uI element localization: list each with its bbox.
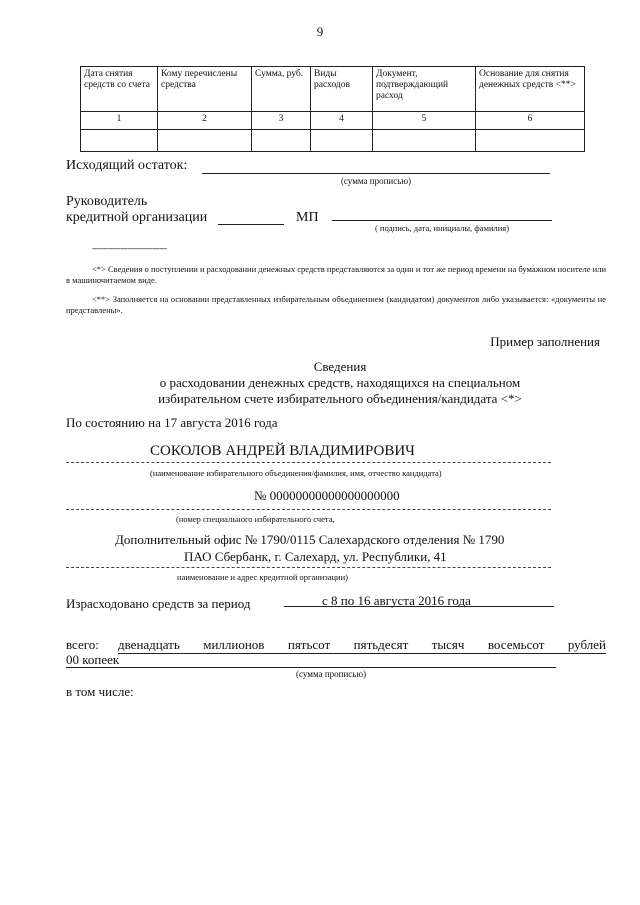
col-number: 3 xyxy=(252,112,311,130)
col-header-type: Виды расходов xyxy=(311,67,373,112)
candidate-name: СОКОЛОВ АНДРЕЙ ВЛАДИМИРОВИЧ xyxy=(150,443,415,459)
col-header-basis: Основание для снятия денежных средств <**> xyxy=(476,67,585,112)
total-words-line2: 00 копеек xyxy=(66,652,120,667)
table-cell xyxy=(476,130,585,152)
total-words-line1: двенадцать миллионов пятьсот пятьдесят тысяч восемьсот рублей xyxy=(118,637,606,652)
head-label-line2: кредитной организации xyxy=(66,210,208,225)
bank-line xyxy=(66,567,551,568)
total-label: всего: xyxy=(66,637,99,652)
table-cell xyxy=(252,130,311,152)
title-line3: избирательном счете избирательного объединения/кандидата <*> xyxy=(158,391,522,406)
footnote-1: <*> Сведения о поступлении и расходовании денежных средств представляются за один и тот же период времени на бумажном носителе или в машиночитаемом виде. xyxy=(66,264,606,285)
sample-label: Пример заполнения xyxy=(490,334,600,349)
total-line xyxy=(66,667,556,668)
table-cell xyxy=(311,130,373,152)
head-label-line1: Руководитель xyxy=(66,194,148,209)
outgoing-balance-label: Исходящий остаток: xyxy=(66,158,188,173)
total-note: (сумма прописью) xyxy=(296,669,367,679)
account-number: № 00000000000000000000 xyxy=(254,488,400,503)
col-number: 1 xyxy=(81,112,158,130)
outgoing-balance-line xyxy=(202,173,550,174)
footnote-separator: -------------------------------- xyxy=(92,243,167,253)
title-line1: Сведения xyxy=(313,359,367,374)
bank-note: наименование и адрес кредитной организации) xyxy=(177,572,348,582)
expense-table xyxy=(80,66,585,152)
sum-in-words-note: (сумма прописью) xyxy=(340,176,412,186)
head-signature-line xyxy=(218,224,284,225)
title-line2: о расходовании денежных средств, находящихся на специальном xyxy=(159,375,521,390)
page-number: 9 xyxy=(316,24,324,39)
col-number: 2 xyxy=(158,112,252,130)
signature-line xyxy=(332,220,552,221)
candidate-line xyxy=(66,462,551,463)
account-line xyxy=(66,509,551,510)
col-header-date: Дата снятия средств со счета xyxy=(81,67,158,112)
col-number: 5 xyxy=(373,112,476,130)
spent-label: Израсходовано средств за период xyxy=(66,596,251,611)
candidate-note: (наименование избирательного объединения/фамилия, имя, отчество кандидата) xyxy=(150,468,442,478)
as-of-date: По состоянию на 17 августа 2016 года xyxy=(66,415,278,430)
table-cell xyxy=(158,130,252,152)
col-header-amount: Сумма, руб. xyxy=(252,67,311,112)
col-number: 4 xyxy=(311,112,373,130)
col-header-document: Документ, подтверждающий расход xyxy=(373,67,476,112)
bank-line1: Дополнительный офис № 1790/0115 Салехардского отделения № 1790 xyxy=(115,532,505,547)
footnote-2: <**> Заполняется на основании представленных избирательным объединением (кандидатом) документов либо указывается: «документы не представлены». xyxy=(66,294,606,315)
table-cell xyxy=(81,130,158,152)
table-cell xyxy=(373,130,476,152)
stamp-label: МП xyxy=(296,210,319,225)
spent-period: с 8 по 16 августа 2016 года xyxy=(322,593,471,608)
col-header-recipient: Кому перечислены средства xyxy=(158,67,252,112)
account-note: (номер специального избирательного счета, xyxy=(176,514,335,524)
signature-note: ( подпись, дата, инициалы, фамилия) xyxy=(374,223,510,233)
col-number: 6 xyxy=(476,112,585,130)
including-label: в том числе: xyxy=(66,684,134,699)
bank-line2: ПАО Сбербанк, г. Салехард, ул. Республики, 41 xyxy=(184,549,447,564)
